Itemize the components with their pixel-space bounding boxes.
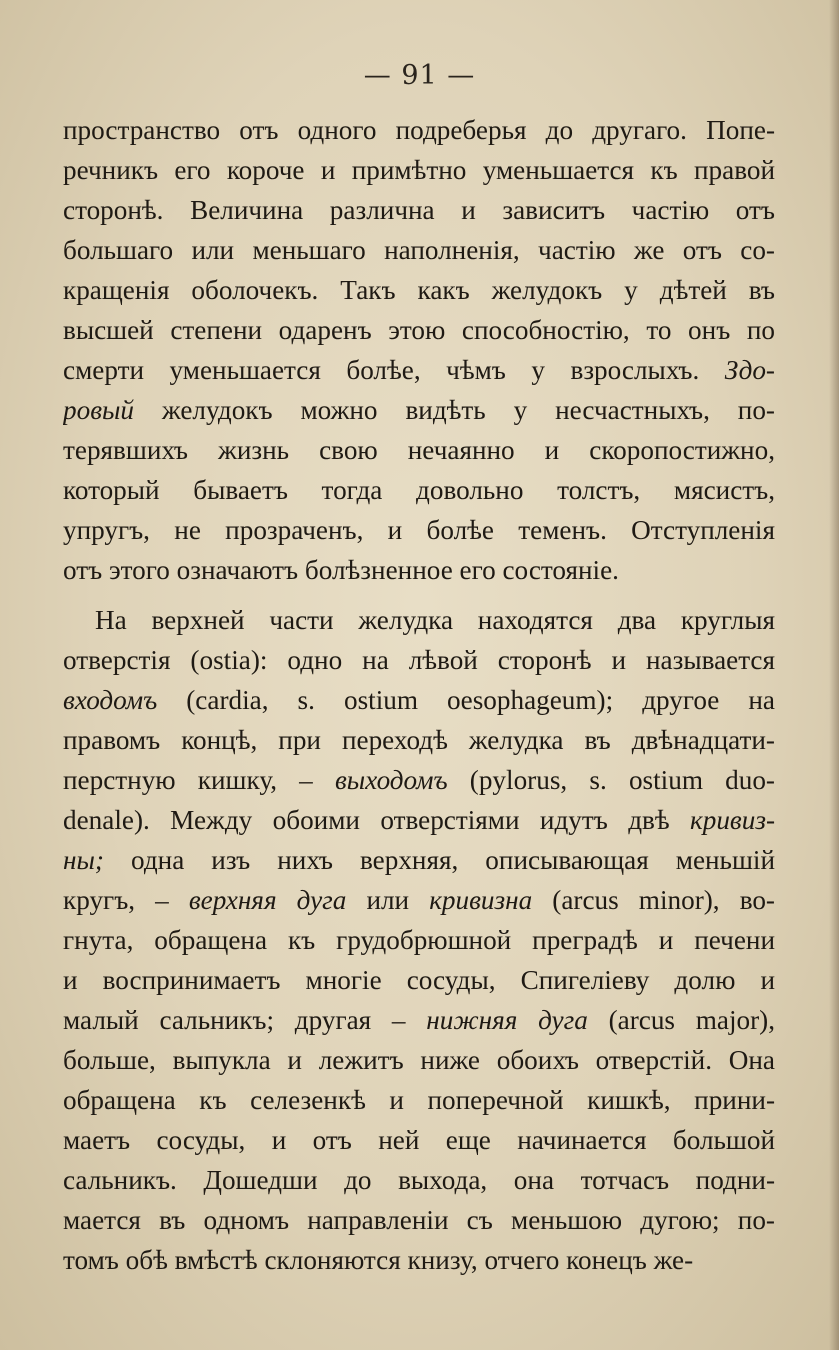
text-segment: гнута, обращена къ грудобрюшной преградѣ и печени xyxy=(63,925,775,955)
text-line xyxy=(63,1000,775,1040)
text-segment: На верхней части желудка находятся два круглыя xyxy=(95,605,775,635)
text-segment: обращена къ селезенкѣ и поперечной кишкѣ, прини- xyxy=(63,1085,775,1115)
text-line xyxy=(63,190,775,230)
text-segment: правомъ концѣ, при переходѣ желудка въ двѣнадцати- xyxy=(63,725,775,755)
text-line xyxy=(63,960,775,1000)
text-segment: терявшихъ жизнь свою нечаянно и скоропостижно, xyxy=(63,435,775,465)
text-line xyxy=(63,1200,775,1240)
text-segment: перстную кишку, – xyxy=(63,765,335,795)
text-segment: denale). Между обоими отверстіями идутъ двѣ xyxy=(63,805,691,835)
text-line xyxy=(63,800,775,840)
text-segment: высшей степени одаренъ этою способностію, то онъ по xyxy=(63,315,775,345)
text-segment: (arcus minor), во- xyxy=(532,885,775,915)
italic-term: ровый xyxy=(63,395,134,425)
text-line xyxy=(63,840,775,880)
text-segment: сальникъ. Дошедши до выхода, она тотчасъ подни- xyxy=(63,1165,775,1195)
text-segment: (cardia, s. ostium oesophageum); другое на xyxy=(157,685,775,715)
text-segment: большаго или меньшаго наполненія, частію же отъ со- xyxy=(63,235,775,265)
italic-term: кривиз- xyxy=(690,805,775,835)
text-segment: кругъ, – xyxy=(63,885,189,915)
text-line xyxy=(63,510,775,550)
text-segment: отверстія (ostia): одно на лѣвой сторонѣ и называется xyxy=(63,645,775,675)
text-line xyxy=(63,310,775,350)
text-segment: (arcus major), xyxy=(587,1005,775,1035)
text-segment: малый сальникъ; другая – xyxy=(63,1005,427,1035)
text-line xyxy=(63,1080,775,1120)
text-line xyxy=(63,430,775,470)
text-segment: томъ обѣ вмѣстѣ склоняются книзу, отчего конецъ же- xyxy=(63,1245,694,1275)
text-segment: одна изъ нихъ верхняя, описывающая меньшій xyxy=(103,845,775,875)
italic-term: ны; xyxy=(63,845,104,875)
text-line xyxy=(63,390,775,430)
text-line xyxy=(63,1120,775,1160)
text-segment: и воспринимаетъ многіе сосуды, Спигеліеву долю и xyxy=(63,965,775,995)
italic-term: Здо- xyxy=(724,355,775,385)
italic-term: входомъ xyxy=(63,685,158,715)
text-segment: который бываетъ тогда довольно толстъ, мясистъ, xyxy=(63,475,775,505)
text-line xyxy=(63,1040,775,1080)
page-edge-shadow xyxy=(829,0,839,1350)
text-line xyxy=(63,920,775,960)
text-segment: речникъ его короче и примѣтно уменьшается къ правой xyxy=(63,155,775,185)
italic-term: выходомъ xyxy=(334,765,448,795)
text-line xyxy=(63,600,775,640)
text-segment: сторонѣ. Величина различна и зависитъ частію отъ xyxy=(63,195,775,225)
page-number: — 91 — xyxy=(363,60,476,91)
text-line xyxy=(63,470,775,510)
text-line xyxy=(63,350,775,390)
text-line xyxy=(63,760,775,800)
text-line xyxy=(63,880,775,920)
text-line xyxy=(63,230,775,270)
text-segment: упругъ, не прозраченъ, и болѣе теменъ. Отступленія xyxy=(63,515,775,545)
text-line xyxy=(63,1240,775,1280)
text-line xyxy=(63,720,775,760)
text-line xyxy=(63,270,775,310)
text-segment: смерти уменьшается болѣе, чѣмъ у взрослыхъ. xyxy=(63,355,725,385)
text-segment: (pylorus, s. ostium duo- xyxy=(447,765,775,795)
text-line xyxy=(63,640,775,680)
text-line xyxy=(63,1160,775,1200)
text-line xyxy=(63,550,775,590)
text-line xyxy=(63,150,775,190)
text-segment: пространство отъ одного подреберья до другаго. Попе- xyxy=(63,115,775,145)
text-line xyxy=(63,680,775,720)
text-segment: или xyxy=(346,885,430,915)
text-segment: маетъ сосуды, и отъ ней еще начинается большой xyxy=(63,1125,775,1155)
text-segment: больше, выпукла и лежитъ ниже обоихъ отверстій. Она xyxy=(63,1045,775,1075)
body-text xyxy=(63,110,775,1280)
italic-term: кривизна xyxy=(429,885,533,915)
italic-term: нижняя дуга xyxy=(426,1005,588,1035)
text-segment: отъ этого означаютъ болѣзненное его состояніе. xyxy=(63,555,619,585)
text-line xyxy=(63,110,775,150)
text-segment: мается въ одномъ направленіи съ меньшою дугою; по- xyxy=(63,1205,775,1235)
text-segment: кращенія оболочекъ. Такъ какъ желудокъ у дѣтей въ xyxy=(63,275,775,305)
text-segment: желудокъ можно видѣть у несчастныхъ, по- xyxy=(134,395,775,425)
italic-term: верхняя дуга xyxy=(188,885,347,915)
